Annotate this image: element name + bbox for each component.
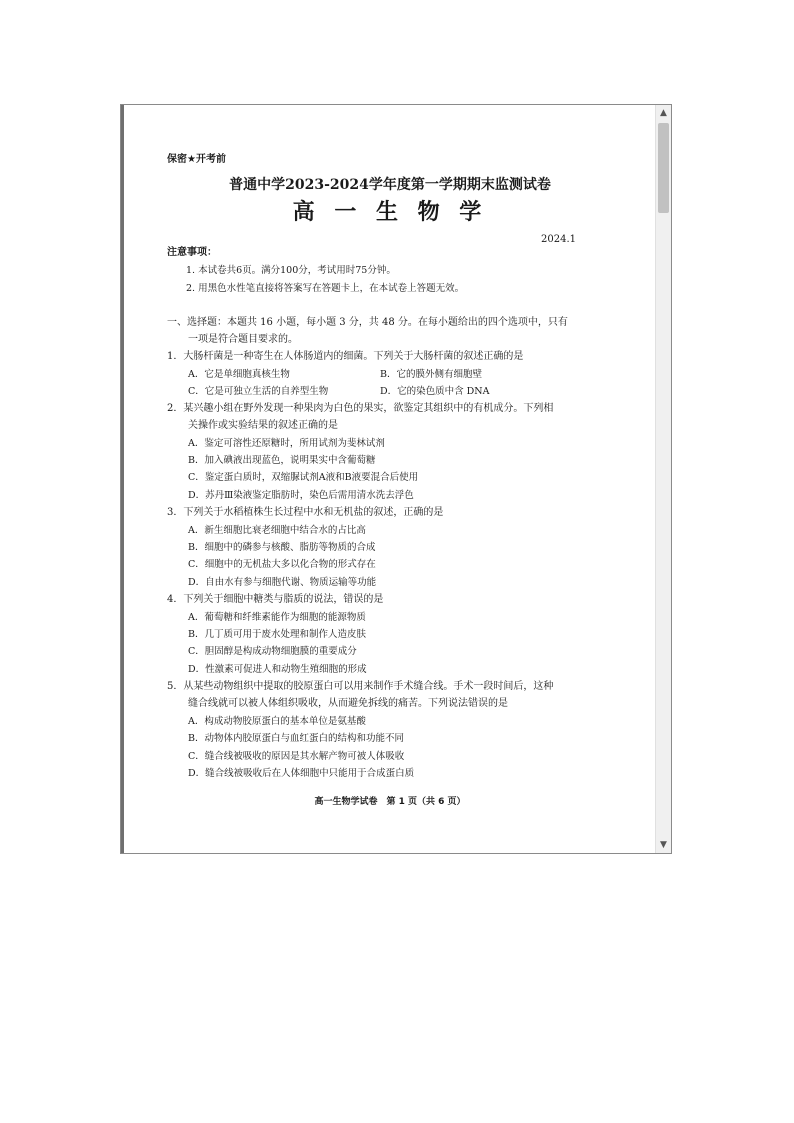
scroll-up-icon[interactable]: ▲ [660,108,667,118]
option-d: D．苏丹Ⅲ染液鉴定脂肪时，染色后需用清水洗去浮色 [188,490,414,501]
option-c: C．鉴定蛋白质时，双缩脲试剂A液和B液要混合后使用 [188,472,419,483]
subject-title: 高 一 生 物 学 [292,199,488,225]
option-a: A．它是单细胞真核生物 [188,369,290,380]
option-b: B．细胞中的磷参与核酸、脂肪等物质的合成 [188,542,376,553]
option-a: A．构成动物胶原蛋白的基本单位是氨基酸 [188,716,366,727]
option-c: C．缝合线被吸收的原因是其水解产物可被人体吸收 [188,751,405,762]
vertical-scrollbar[interactable] [655,105,671,853]
question-stem: 3．下列关于水稻植株生长过程中水和无机盐的叙述，正确的是 [167,507,444,518]
option-c: C．它是可独立生活的自养型生物 [188,386,329,397]
option-d: D．缝合线被吸收后在人体细胞中只能用于合成蛋白质 [188,768,415,779]
option-c: C．胆固醇是构成动物细胞膜的重要成分 [188,646,357,657]
question-stem-cont: 关操作或实验结果的叙述正确的是 [188,420,338,431]
document-viewer [120,104,672,854]
exam-date: 2024.1 [541,234,576,245]
option-d: D．自由水有参与细胞代谢、物质运输等功能 [188,577,377,588]
option-b: B．加入碘液出现蓝色，说明果实中含葡萄糖 [188,455,376,466]
section-heading: 一、选择题：本题共 16 小题，每小题 3 分，共 48 分。在每小题给出的四个选项中，只有 [167,317,568,328]
question-stem-cont: 缝合线就可以被人体组织吸收，从而避免拆线的痛苦。下列说法错误的是 [188,698,508,709]
question-stem: 2．某兴趣小组在野外发现一种果肉为白色的果实，欲鉴定其组织中的有机成分。下列相 [167,403,554,414]
section-heading-cont: 一项是符合题目要求的。 [188,334,298,345]
option-a: A．葡萄糖和纤维素能作为细胞的能源物质 [188,612,366,623]
note-item: 2. 用黑色水性笔直接将答案写在答题卡上，在本试卷上答题无效。 [186,283,465,294]
question-stem: 4．下列关于细胞中糖类与脂质的说法，错误的是 [167,594,384,605]
option-c: C．细胞中的无机盐大多以化合物的形式存在 [188,559,376,570]
question-stem: 5．从某些动物组织中提取的胶原蛋白可以用来制作手术缝合线。手术一段时间后，这种 [167,681,554,692]
option-b: B．几丁质可用于废水处理和制作人造皮肤 [188,629,366,640]
option-a: A．新生细胞比衰老细胞中结合水的占比高 [188,525,366,536]
option-d: D．性激素可促进人和动物生殖细胞的形成 [188,664,367,675]
exam-page [124,105,656,853]
option-b: B．动物体内胶原蛋白与血红蛋白的结构和功能不同 [188,733,404,744]
notes-title: 注意事项： [167,247,217,258]
option-b: B．它的膜外侧有细胞壁 [380,369,482,380]
option-d: D．它的染色质中含 DNA [380,386,490,397]
scroll-thumb[interactable] [658,123,669,213]
exam-title: 普通中学2023-2024学年度第一学期期末监测试卷 [229,177,551,193]
question-stem: 1．大肠杆菌是一种寄生在人体肠道内的细菌。下列关于大肠杆菌的叙述正确的是 [167,351,524,362]
note-item: 1. 本试卷共6页。满分100分，考试用时75分钟。 [186,265,396,276]
scroll-down-icon[interactable]: ▼ [660,840,667,850]
secret-label: 保密★开考前 [167,154,226,165]
option-a: A．鉴定可溶性还原糖时，所用试剂为斐林试剂 [188,438,385,449]
page-footer: 高一生物学试卷 第 1 页（共 6 页） [314,797,466,807]
